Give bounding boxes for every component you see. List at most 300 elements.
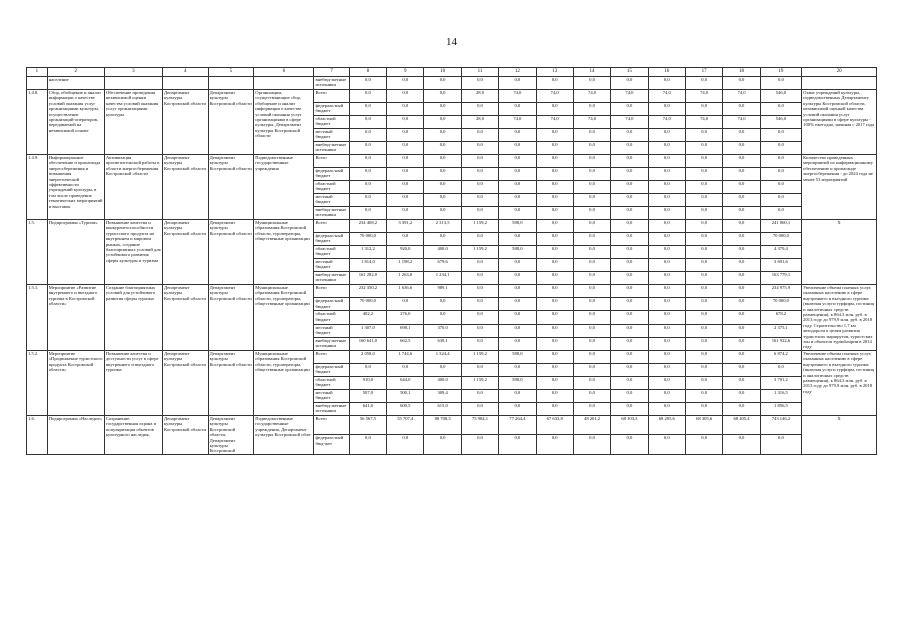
amount-cell: 1 814,0 <box>349 259 386 272</box>
amount-cell: 0,0 <box>461 435 498 454</box>
amount-cell: 0,0 <box>760 142 802 155</box>
amount-cell: 0,0 <box>611 402 648 415</box>
amount-cell: 74,0 <box>536 90 573 103</box>
amount-cell: 507,0 <box>349 389 386 402</box>
amount-cell: 0,0 <box>536 363 573 376</box>
amount-cell: 0,0 <box>723 168 760 181</box>
funding-source-cell: федераль-ный бюджет <box>314 233 349 246</box>
amount-cell: 588,0 <box>499 220 536 233</box>
amount-cell: 0,0 <box>349 129 386 142</box>
funding-source-cell: местный бюджет <box>314 324 349 337</box>
amount-cell: 0,0 <box>611 207 648 220</box>
amount-cell: 0,0 <box>648 129 685 142</box>
funding-source-cell: местный бюджет <box>314 129 349 142</box>
amount-cell: 1 307,0 <box>349 324 386 337</box>
amount-cell: 0,0 <box>536 337 573 350</box>
amount-cell: 698,1 <box>387 324 424 337</box>
amount-cell: 0,0 <box>499 272 536 285</box>
measure-name-cell: Информационное обеспечение и пропаганда энергосбережения и повышения энергетической эффективности учреждений культуры, в том числе проведение тематических мероприятий и выставок <box>47 155 104 220</box>
amount-cell: 0,0 <box>648 337 685 350</box>
funding-source-cell: Всего <box>314 350 349 363</box>
amount-cell: 0,0 <box>648 259 685 272</box>
column-number-cell: 15 <box>611 68 648 77</box>
participants-cell: Подведомственные государственные учреждения <box>254 155 314 220</box>
amount-cell: 989,1 <box>424 285 461 298</box>
responsible-cell: Департамент культуры Костромской области <box>162 220 208 285</box>
funding-source-cell: внебюд-жетные источники <box>314 207 349 220</box>
amount-cell: 0,0 <box>499 337 536 350</box>
amount-cell: 0,0 <box>611 298 648 311</box>
amount-cell: 0,0 <box>387 207 424 220</box>
amount-cell: 0,0 <box>723 155 760 168</box>
amount-cell: 0,0 <box>685 389 722 402</box>
amount-cell: 70 000,0 <box>349 298 386 311</box>
amount-cell: 920,0 <box>387 246 424 259</box>
amount-cell: 28,0 <box>461 90 498 103</box>
amount-cell: 0,0 <box>760 77 802 90</box>
responsible-cell: Департамент культуры Костромской области <box>162 350 208 415</box>
amount-cell: 1 159,2 <box>461 376 498 389</box>
amount-cell: 0,0 <box>685 298 722 311</box>
amount-cell: 0,0 <box>424 435 461 454</box>
amount-cell: 0,0 <box>611 272 648 285</box>
amount-cell: 644,0 <box>387 376 424 389</box>
row-id-cell: 1.5. <box>27 220 48 285</box>
amount-cell: 0,0 <box>723 350 760 363</box>
amount-cell: 0,0 <box>424 194 461 207</box>
amount-cell: 0,0 <box>573 324 610 337</box>
amount-cell: 588,0 <box>499 376 536 389</box>
amount-cell: 1 234,1 <box>424 272 461 285</box>
amount-cell: 0,0 <box>685 376 722 389</box>
amount-cell: 0,0 <box>461 272 498 285</box>
amount-cell: 0,0 <box>499 155 536 168</box>
amount-cell: 0,0 <box>573 103 610 116</box>
amount-cell: 0,0 <box>685 142 722 155</box>
responsible-cell: Департамент культуры Костромской области <box>162 90 208 155</box>
amount-cell: 0,0 <box>648 220 685 233</box>
amount-cell: 0,0 <box>723 324 760 337</box>
amount-cell: 0,0 <box>723 194 760 207</box>
amount-cell: 0,0 <box>424 116 461 129</box>
amount-cell: 74,0 <box>648 116 685 129</box>
amount-cell: 0,0 <box>536 233 573 246</box>
amount-cell: 0,0 <box>685 194 722 207</box>
amount-cell: 2 375,1 <box>760 324 802 337</box>
amount-cell: 0,0 <box>760 103 802 116</box>
amount-cell: 0,0 <box>387 298 424 311</box>
amount-cell: 0,0 <box>685 155 722 168</box>
participants-cell: Муниципальные образования Костромской области, туроператоры, общественные организации <box>254 285 314 351</box>
amount-cell: 0,0 <box>648 350 685 363</box>
amount-cell: 0,0 <box>499 402 536 415</box>
amount-cell: 1 856,5 <box>760 402 802 415</box>
amount-cell: 0,0 <box>536 376 573 389</box>
amount-cell: 0,0 <box>573 402 610 415</box>
funding-source-cell: областной бюджет <box>314 116 349 129</box>
amount-cell: 0,0 <box>723 142 760 155</box>
amount-cell: 0,0 <box>723 181 760 194</box>
amount-cell: 0,0 <box>648 376 685 389</box>
expected-result-cell: Увеличение объема платных услуг, оказанных населению в сфере внутреннего и въездного туризма (включая услуги турфирм, гостиниц и аналогичных средств размещения), к 864,3 млн. руб. в 2013 году до 979,9 млн. руб. в 2018 году. Строительство 1,7 км автодороги к целям развития туристских маршрутов, туристских зон и объектов турindustрии в 2014 году <box>802 285 877 351</box>
responsible-cell: Департамент культуры Костромской области <box>162 285 208 351</box>
amount-cell: 0,0 <box>499 363 536 376</box>
funding-source-cell: Всего <box>314 285 349 298</box>
amount-cell: 0,0 <box>461 129 498 142</box>
row-id-cell: 1.4.9. <box>27 155 48 220</box>
amount-cell: 0,0 <box>760 194 802 207</box>
amount-cell: 0,0 <box>536 389 573 402</box>
amount-cell: 70 000,0 <box>760 233 802 246</box>
amount-cell: 0,0 <box>536 168 573 181</box>
amount-cell: 241 860,1 <box>760 220 802 233</box>
amount-cell: 0,0 <box>349 435 386 454</box>
amount-cell: 0,0 <box>573 337 610 350</box>
amount-cell: 0,0 <box>424 363 461 376</box>
amount-cell: 0,0 <box>685 77 722 90</box>
amount-cell: 0,0 <box>611 194 648 207</box>
amount-cell: 0,0 <box>536 181 573 194</box>
amount-cell: 0,0 <box>723 233 760 246</box>
amount-cell: 0,0 <box>573 220 610 233</box>
amount-cell: 0,0 <box>648 298 685 311</box>
amount-cell: 0,0 <box>573 168 610 181</box>
amount-cell: 0,0 <box>648 233 685 246</box>
amount-cell: 0,0 <box>573 155 610 168</box>
amount-cell: 0,0 <box>648 363 685 376</box>
participants-cell: Муниципальные образования Костромской области, туроператоры, общественные организации <box>254 350 314 415</box>
funding-source-cell: Всего <box>314 415 349 434</box>
table-row <box>27 77 877 90</box>
amount-cell: 588,0 <box>499 350 536 363</box>
funding-source-cell: внебюд-жетные источники <box>314 272 349 285</box>
amount-cell: 70 000,0 <box>760 298 802 311</box>
amount-cell: 402,2 <box>349 311 386 324</box>
amount-cell: 68 205,6 <box>648 415 685 434</box>
amount-cell: 0,0 <box>611 77 648 90</box>
amount-cell: 0,0 <box>536 402 573 415</box>
amount-cell: 3 391,2 <box>387 220 424 233</box>
amount-cell: 0,0 <box>536 77 573 90</box>
amount-cell: 0,0 <box>461 77 498 90</box>
measure-name-cell: Подпрограмма «Наследие» <box>47 415 104 454</box>
amount-cell: 0,0 <box>461 337 498 350</box>
amount-cell: 0,0 <box>349 116 386 129</box>
amount-cell: 0,0 <box>499 298 536 311</box>
amount-cell: 0,0 <box>648 311 685 324</box>
funding-source-cell: Всего <box>314 155 349 168</box>
amount-cell: 0,0 <box>424 90 461 103</box>
amount-cell: 0,0 <box>573 77 610 90</box>
amount-cell: 0,0 <box>723 389 760 402</box>
expected-result-cell: Количество проведенных мероприятий по информационному обеспечению и пропаганде энергосбережения - до 2024 года не менее 53 мероприятий <box>802 155 877 220</box>
amount-cell: 679,6 <box>424 259 461 272</box>
amount-cell: 0,0 <box>573 285 610 298</box>
funding-source-cell: внебюд-жетные источники <box>314 142 349 155</box>
amount-cell: 0,0 <box>685 129 722 142</box>
responsible-cell: Департамент культуры Костромской области <box>162 155 208 220</box>
amount-cell: 0,0 <box>573 389 610 402</box>
goal-cell: Создание благоприятных условий для устойчивого развития сферы туризма <box>104 285 162 351</box>
amount-cell: 0,0 <box>685 402 722 415</box>
amount-cell: 0,0 <box>723 402 760 415</box>
amount-cell: 0,0 <box>611 259 648 272</box>
amount-cell: 0,0 <box>536 311 573 324</box>
amount-cell: 0,0 <box>648 402 685 415</box>
amount-cell: 161 922,6 <box>760 337 802 350</box>
amount-cell: 74,0 <box>685 90 722 103</box>
amount-cell: 0,0 <box>387 168 424 181</box>
executor-cell: Департамент культуры Костромской области <box>208 155 254 220</box>
page-number: 14 <box>446 36 457 48</box>
row-id-cell <box>27 77 48 90</box>
amount-cell: 0,0 <box>760 363 802 376</box>
amount-cell: 0,0 <box>611 389 648 402</box>
empty-cell <box>104 77 162 90</box>
amount-cell: 74,0 <box>648 90 685 103</box>
goal-cell: Повышение качества и конкурентоспособности туристского продукта на внутреннем и мировом рынках, создание благоприятных условий для устойчивого развития сферы культуры и туризма <box>104 220 162 285</box>
amount-cell: 400,0 <box>424 246 461 259</box>
amount-cell: 0,0 <box>760 168 802 181</box>
participants-cell: Организации, осуществляющие сбор, обобщение и анализ информации о качестве условий оказания услуг организациями в сфере культуры, Департамент культуры Костромской области <box>254 90 314 155</box>
funding-source-cell: внебюд-жетные источники <box>314 337 349 350</box>
amount-cell: 0,0 <box>461 155 498 168</box>
amount-cell: 0,0 <box>723 220 760 233</box>
amount-cell: 1 312,2 <box>349 246 386 259</box>
amount-cell: 234 975,9 <box>760 285 802 298</box>
column-number-cell: 1 <box>27 68 48 77</box>
amount-cell: 0,0 <box>573 246 610 259</box>
amount-cell: 163 779,1 <box>760 272 802 285</box>
amount-cell: 0,0 <box>499 103 536 116</box>
amount-cell: 0,0 <box>611 324 648 337</box>
column-number-cell: 13 <box>536 68 573 77</box>
amount-cell: 0,0 <box>685 324 722 337</box>
amount-cell: 0,0 <box>461 363 498 376</box>
amount-cell: 0,0 <box>611 129 648 142</box>
amount-cell: 0,0 <box>349 155 386 168</box>
amount-cell: 0,0 <box>536 220 573 233</box>
expected-result-cell: Охват учреждений культуры, подведомственных Департаменту культуры Костромской области, независимой оценкой качества условий оказания услуг организациями в сфере культуры - 100% ежегодно, начиная с 2017 года <box>802 90 877 155</box>
amount-cell: 0,0 <box>573 194 610 207</box>
executor-cell: Департамент культуры Костромской области <box>208 220 254 285</box>
amount-cell: 0,0 <box>424 77 461 90</box>
amount-cell: 0,0 <box>685 259 722 272</box>
amount-cell: 0,0 <box>648 142 685 155</box>
amount-cell: 67 633,8 <box>536 415 573 434</box>
amount-cell: 0,0 <box>723 129 760 142</box>
amount-cell: 0,0 <box>461 103 498 116</box>
amount-cell: 0,0 <box>387 129 424 142</box>
amount-cell: 0,0 <box>349 363 386 376</box>
expected-result-cell: X <box>802 415 877 454</box>
amount-cell: 0,0 <box>461 259 498 272</box>
amount-cell: 48 201,2 <box>573 415 610 434</box>
amount-cell: 1 316,5 <box>760 389 802 402</box>
amount-cell: 3 701,2 <box>760 376 802 389</box>
amount-cell: 0,0 <box>573 233 610 246</box>
amount-cell: 0,0 <box>723 103 760 116</box>
amount-cell: 0,0 <box>611 435 648 454</box>
amount-cell: 74,0 <box>685 116 722 129</box>
amount-cell: 0,0 <box>648 285 685 298</box>
funding-source-cell: внебюд-жетные источники <box>314 77 349 90</box>
funding-source-cell: местный бюджет <box>314 389 349 402</box>
amount-cell: 75 984,1 <box>461 415 498 434</box>
amount-cell: 0,0 <box>611 155 648 168</box>
amount-cell: 743 146,2 <box>760 415 802 434</box>
amount-cell: 0,0 <box>573 259 610 272</box>
funding-source-cell: местный бюджет <box>314 259 349 272</box>
amount-cell: 0,0 <box>536 259 573 272</box>
amount-cell: 0,0 <box>424 311 461 324</box>
amount-cell: 0,0 <box>573 435 610 454</box>
amount-cell: 0,0 <box>685 103 722 116</box>
funding-source-cell: внебюд-жетные источники <box>314 402 349 415</box>
amount-cell: 0,0 <box>536 129 573 142</box>
amount-cell: 0,0 <box>461 181 498 194</box>
result-cell <box>802 77 877 90</box>
amount-cell: 0,0 <box>723 272 760 285</box>
amount-cell: 0,0 <box>424 103 461 116</box>
amount-cell: 55 707,4 <box>387 415 424 434</box>
amount-cell: 0,0 <box>760 155 802 168</box>
amount-cell: 0,0 <box>499 168 536 181</box>
measure-name-cell: Мероприятие «Продвижение туристского продукта Костромской области» <box>47 350 104 415</box>
amount-cell: 68 103,3 <box>611 415 648 434</box>
amount-cell: 74,0 <box>723 116 760 129</box>
empty-cell <box>162 77 208 90</box>
amount-cell: 0,0 <box>611 285 648 298</box>
amount-cell: 0,0 <box>611 311 648 324</box>
amount-cell: 0,0 <box>499 77 536 90</box>
amount-cell: 2 313,5 <box>424 220 461 233</box>
table-row <box>27 220 877 233</box>
amount-cell: 0,0 <box>685 311 722 324</box>
amount-cell: 500,1 <box>387 389 424 402</box>
amount-cell: 0,0 <box>461 298 498 311</box>
funding-source-cell: областной бюджет <box>314 376 349 389</box>
amount-cell: 0,0 <box>387 155 424 168</box>
amount-cell: 0,0 <box>685 233 722 246</box>
participants-cell: Подведомственные государственные учреждения, Департамент культуры Костромской обла- <box>254 415 314 454</box>
amount-cell: 0,0 <box>723 298 760 311</box>
funding-source-cell: федераль-ный бюджет <box>314 298 349 311</box>
amount-cell: 0,0 <box>723 435 760 454</box>
amount-cell: 0,0 <box>499 233 536 246</box>
amount-cell: 0,0 <box>499 194 536 207</box>
row-id-cell: 1.4.8. <box>27 90 48 155</box>
amount-cell: 160 641,0 <box>349 337 386 350</box>
amount-cell: 161 282,0 <box>349 272 386 285</box>
amount-cell: 1 159,2 <box>461 220 498 233</box>
measure-name-cell: Подпрограмма «Туризм» <box>47 220 104 285</box>
amount-cell: 74,0 <box>723 90 760 103</box>
amount-cell: 0,0 <box>685 181 722 194</box>
amount-cell: 0,0 <box>648 181 685 194</box>
executor-cell: Департамент культуры Костромской области, Департамент культуры Костромской <box>208 415 254 454</box>
amount-cell: 400,0 <box>424 376 461 389</box>
amount-cell: 74,0 <box>611 116 648 129</box>
column-number-cell: 3 <box>104 68 162 77</box>
amount-cell: 1 159,2 <box>461 246 498 259</box>
amount-cell: 0,0 <box>424 233 461 246</box>
amount-cell: 1 198,2 <box>387 259 424 272</box>
amount-cell: 0,0 <box>611 181 648 194</box>
amount-cell: 0,0 <box>536 246 573 259</box>
amount-cell: 0,0 <box>611 220 648 233</box>
amount-cell: 0,0 <box>648 168 685 181</box>
amount-cell: 0,0 <box>536 350 573 363</box>
amount-cell: 0,0 <box>536 435 573 454</box>
amount-cell: 0,0 <box>536 298 573 311</box>
executor-cell: Департамент культуры Костромской области <box>208 285 254 351</box>
amount-cell: 74,0 <box>573 116 610 129</box>
amount-cell: 0,0 <box>723 363 760 376</box>
funding-source-cell: областной бюджет <box>314 181 349 194</box>
amount-cell: 0,0 <box>685 272 722 285</box>
amount-cell: 0,0 <box>424 155 461 168</box>
funding-source-cell: областной бюджет <box>314 311 349 324</box>
column-number-cell: 2 <box>47 68 104 77</box>
amount-cell: 0,0 <box>685 246 722 259</box>
amount-cell: 0,0 <box>536 103 573 116</box>
amount-cell: 0,0 <box>461 142 498 155</box>
amount-cell: 0,0 <box>387 90 424 103</box>
amount-cell: 0,0 <box>685 285 722 298</box>
goal-cell: Повышение качества и доступности услуг в сфере внутреннего и въездного туризма <box>104 350 162 415</box>
table-row <box>27 285 877 298</box>
amount-cell: 0,0 <box>461 194 498 207</box>
amount-cell: 0,0 <box>387 116 424 129</box>
amount-cell: 0,0 <box>685 168 722 181</box>
row-id-cell: 1.5.2. <box>27 350 48 415</box>
amount-cell: 0,0 <box>685 363 722 376</box>
amount-cell: 0,0 <box>611 363 648 376</box>
table-body <box>27 68 877 455</box>
amount-cell: 0,0 <box>611 350 648 363</box>
amount-cell: 0,0 <box>536 194 573 207</box>
amount-cell: 0,0 <box>499 435 536 454</box>
amount-cell: 0,0 <box>573 350 610 363</box>
amount-cell: 0,0 <box>499 142 536 155</box>
row-id-cell: 1.5.1. <box>27 285 48 351</box>
amount-cell: 0,0 <box>648 435 685 454</box>
amount-cell: 0,0 <box>760 435 802 454</box>
amount-cell: 0,0 <box>648 77 685 90</box>
amount-cell: 0,0 <box>573 129 610 142</box>
amount-cell: 0,0 <box>536 285 573 298</box>
column-number-cell: 14 <box>573 68 610 77</box>
amount-cell: 0,0 <box>648 324 685 337</box>
amount-cell: 678,2 <box>760 311 802 324</box>
amount-cell: 70 000,0 <box>349 233 386 246</box>
amount-cell: 0,0 <box>536 142 573 155</box>
amount-cell: 0,0 <box>573 207 610 220</box>
amount-cell: 0,0 <box>573 363 610 376</box>
amount-cell: 0,0 <box>499 389 536 402</box>
amount-cell: 0,0 <box>611 246 648 259</box>
amount-cell: 0,0 <box>461 207 498 220</box>
measure-name-cell: Мероприятие «Развитие внутреннего и въездного туризма в Костромской области» <box>47 285 104 351</box>
table-row <box>27 155 877 168</box>
amount-cell: 28,0 <box>461 116 498 129</box>
amount-cell: 0,0 <box>349 194 386 207</box>
amount-cell: 0,0 <box>536 207 573 220</box>
amount-cell: 0,0 <box>387 363 424 376</box>
amount-cell: 0,0 <box>461 285 498 298</box>
amount-cell: 0,0 <box>349 207 386 220</box>
